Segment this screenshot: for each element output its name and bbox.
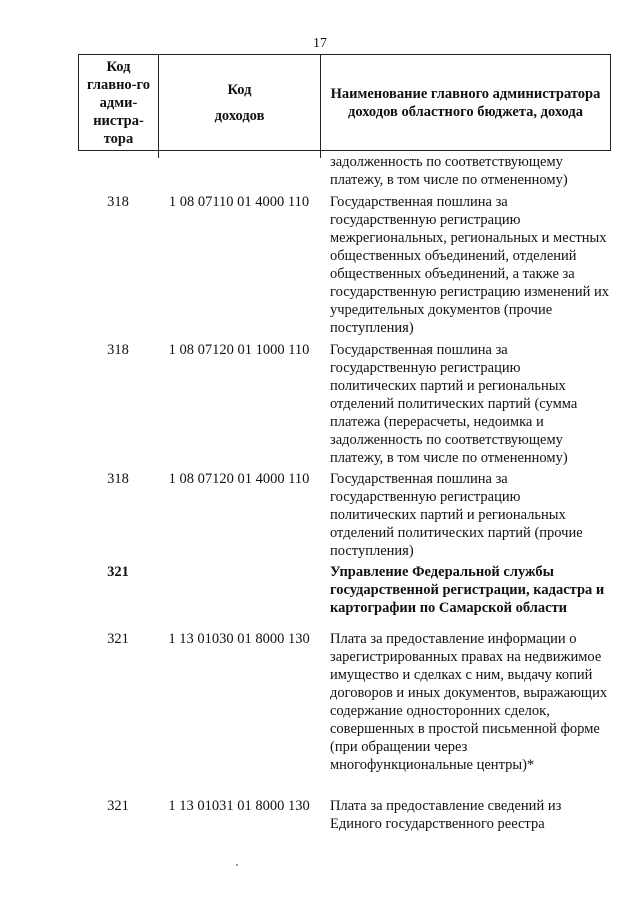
income-code: 1 08 07110 01 4000 110 — [168, 194, 310, 210]
income-name: Государственная пошлина за государственную регистрацию политических партий и региональных отделений политических партий (сумма платежа (перерасчеты, недоимка и задолженность по соответствующему платежу, в том числе по отмененному) — [330, 342, 578, 466]
administrator-name: Управление Федеральной службы государственной регистрации, кадастра и картографии по Самарской области — [330, 564, 605, 616]
income-code: 1 13 01031 01 8000 130 — [168, 798, 310, 814]
page-number: 17 — [313, 36, 327, 51]
income-name: Плата за предоставление информации о зарегистрированных правах на недвижимое имущество и сделках с ним, выдачу копий договоров и иных документов, выражающих содержание односторонних сделок, совершенных в простой письменной форме (при обращении через многофункциональные центры)* — [330, 631, 608, 773]
admin-code: 318 — [107, 471, 129, 487]
continuation-text: задолженность по соответствующему платежу, в том числе по отмененному) — [330, 154, 568, 188]
income-name: Государственная пошлина за государственную регистрацию политических партий и региональных отделений политических партий (прочие поступления) — [330, 471, 583, 559]
table-header — [78, 54, 611, 151]
header-admin-code: Код главно-го адми-нистра-тора — [79, 55, 159, 150]
income-code: 1 13 01030 01 8000 130 — [168, 631, 310, 647]
scan-dot — [236, 864, 238, 866]
admin-code: 318 — [107, 342, 129, 358]
header-income-code: Код доходов — [159, 55, 321, 150]
admin-code: 321 — [107, 631, 129, 647]
column-divider — [320, 150, 321, 158]
income-name: Государственная пошлина за государственную регистрацию межрегиональных, региональных и местных общественных объединений, отделений общественных объединений, а также за государственную регистрацию изменений их учредительных документов (прочие поступления) — [330, 194, 610, 336]
income-code: 1 08 07120 01 1000 110 — [168, 342, 310, 358]
income-code: 1 08 07120 01 4000 110 — [168, 471, 310, 487]
admin-code: 321 — [107, 798, 129, 814]
header-name: Наименование главного администратора доходов областного бюджета, дохода — [330, 85, 601, 120]
admin-code: 321 — [107, 564, 129, 580]
income-name: Плата за предоставление сведений из Единого государственного реестра — [330, 798, 562, 832]
column-divider — [158, 150, 159, 158]
admin-code: 318 — [107, 194, 129, 210]
